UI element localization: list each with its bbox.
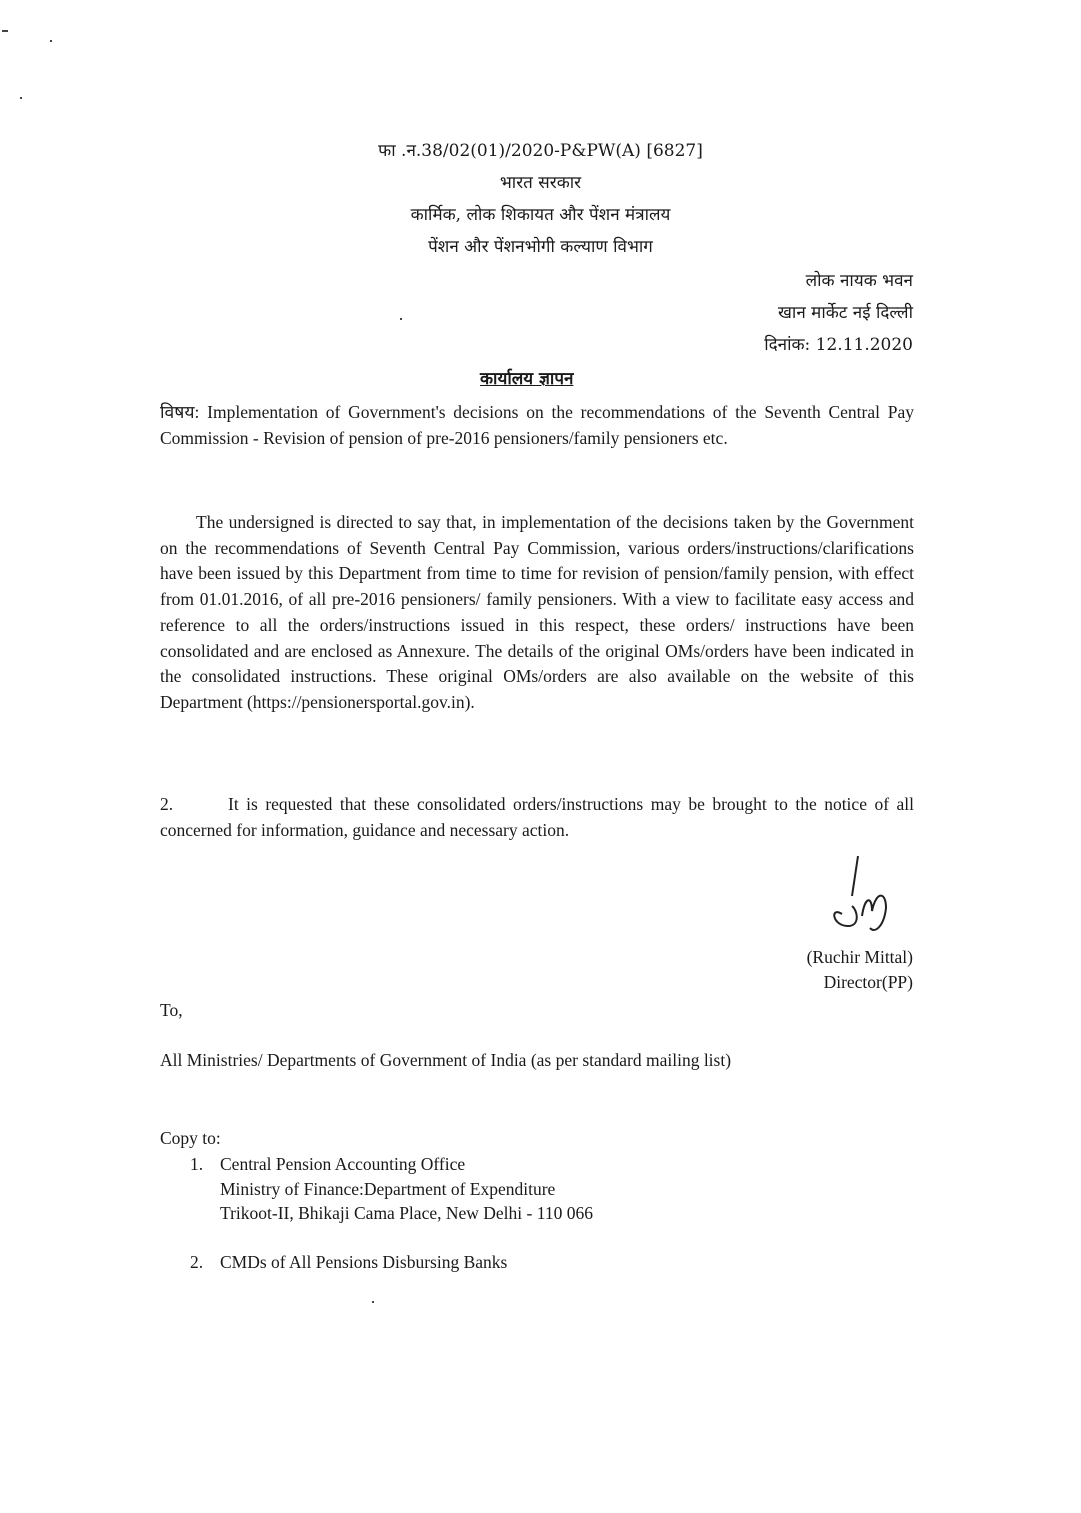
paragraph-2-text: It is requested that these consolidated orders/instructions may be brought to the notice of all concerned for information, guidance and necessary action. xyxy=(160,794,914,840)
department-name: पेंशन और पेंशनभोगी कल्याण विभाग xyxy=(428,237,653,257)
subject-paragraph: विषय: Implementation of Government's decisions on the recommendations of the Seventh Central Pay Commission - Revision of pension of pre-2016 pensioners/family pensioners etc. xyxy=(160,402,914,448)
govt-name: भारत सरकार xyxy=(499,173,582,193)
memo-date: दिनांक: 12.11.2020 xyxy=(764,335,913,355)
copy-item-line: Ministry of Finance:Department of Expenditure xyxy=(220,1178,556,1199)
copy-item-1 xyxy=(190,1152,593,1226)
memo-title: कार्यालय ज्ञापन xyxy=(480,369,574,389)
copy-item-2 xyxy=(190,1250,507,1275)
scan-speck xyxy=(2,30,8,32)
scan-speck xyxy=(50,40,52,42)
scan-speck xyxy=(400,318,402,320)
signatory-name: (Ruchir Mittal) xyxy=(806,947,913,967)
scan-speck xyxy=(20,97,22,99)
copy-item-number: 2. xyxy=(190,1252,204,1272)
address-line-1: लोक नायक भवन xyxy=(805,271,913,291)
recipient-text: All Ministries/ Departments of Government of India (as per standard mailing list) xyxy=(160,1050,732,1070)
ministry-name: कार्मिक, लोक शिकायत और पेंशन मंत्रालय xyxy=(410,205,671,225)
address-line-2: खान मार्केट नई दिल्ली xyxy=(778,303,913,323)
copy-item-line: Central Pension Accounting Office xyxy=(220,1154,466,1174)
copy-item-line: Trikoot-II, Bhikaji Cama Place, New Delhi - 110 066 xyxy=(220,1203,593,1223)
copy-to-label: Copy to: xyxy=(160,1128,221,1148)
scan-speck xyxy=(372,1301,374,1303)
copy-item-number: 1. xyxy=(190,1154,204,1174)
to-label: To, xyxy=(160,1000,183,1020)
file-number: फा .न.38/02(01)/2020-P&PW(A) [6827] xyxy=(378,141,703,161)
body-paragraph-1: The undersigned is directed to say that, in implementation of the decisions taken by the Government on the recommendations of Seventh Central Pay Commission, various orders/instructions/clarifications have been issued by this Department from time to time for revision of pension/family pension, with effect from 01.01.2016, of all pre-2016 pensioners/ family pensioners. With a view to facilitate easy access and reference to all the orders/instructions issued in this respect, these orders/ instructions have been consolidated and are enclosed as Annexure. The details of the original OMs/orders have been indicated in the consolidated instructions. These original OMs/orders are also available on the website of this Department (https://pensionersportal.gov.in). xyxy=(160,512,914,712)
signature-mark xyxy=(820,856,910,936)
signatory-designation: Director(PP) xyxy=(823,972,913,992)
paragraph-number: 2. xyxy=(160,794,174,814)
body-paragraph-2 xyxy=(160,792,914,843)
copy-item-line: CMDs of All Pensions Disbursing Banks xyxy=(220,1252,508,1272)
